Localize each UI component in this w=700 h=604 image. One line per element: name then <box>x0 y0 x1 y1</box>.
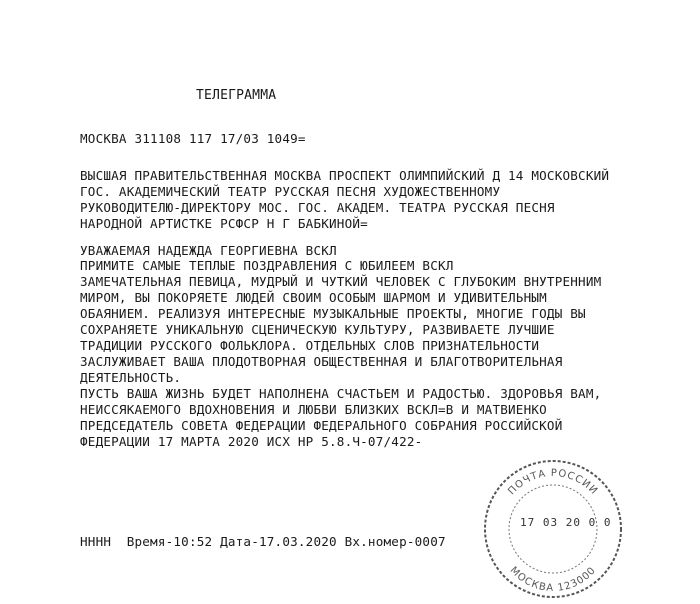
address-line: НАРОДНОЙ АРТИСТКЕ РСФСР Н Г БАБКИНОЙ= <box>80 216 368 231</box>
body-line: ОБАЯНИЕМ. РЕАЛИЗУЯ ИНТЕРЕСНЫЕ МУЗЫКАЛЬНЫЕ ПРОЕКТЫ, МНОГИЕ ГОДЫ ВЫ <box>80 306 586 321</box>
stamp-top-text: ПОЧТА РОССИИ <box>506 467 600 498</box>
stamp-bottom-text: МОСКВА 123000 <box>507 564 599 595</box>
body-line: ЗАМЕЧАТЕЛЬНАЯ ПЕВИЦА, МУДРЫЙ И ЧУТКИЙ ЧЕЛОВЕК С ГЛУБОКИМ ВНУТРЕННИМ <box>80 274 602 289</box>
address-line: ГОС. АКАДЕМИЧЕСКИЙ ТЕАТР РУССКАЯ ПЕСНЯ ХУДОЖЕСТВЕННОМУ <box>80 184 501 199</box>
body-line: ФЕДЕРАЦИИ 17 МАРТА 2020 ИСХ НР 5.8.Ч-07/422- <box>80 434 423 449</box>
stamp-date: 17 03 20 0 0 <box>520 516 612 529</box>
body-line: ТРАДИЦИИ РУССКОГО ФОЛЬКЛОРА. ОТДЕЛЬНЫХ СЛОВ ПРИЗНАТЕЛЬНОСТИ <box>80 338 540 353</box>
body-line: МИРОМ, ВЫ ПОКОРЯЕТЕ ЛЮДЕЙ СВОИМ ОСОБЫМ ШАРМОМ И УДИВИТЕЛЬНЫМ <box>80 290 547 305</box>
footer-line: НННН Время-10:52 Дата-17.03.2020 Вх.номер-0007 <box>80 534 446 549</box>
body-line: СОХРАНЯЕТЕ УНИКАЛЬНУЮ СЦЕНИЧЕСКУЮ КУЛЬТУРУ, РАЗВИВАЕТЕ ЛУЧШИЕ <box>80 322 555 337</box>
telegram-title: ТЕЛЕГРАММА <box>196 88 277 103</box>
body-line: ПУСТЬ ВАША ЖИЗНЬ БУДЕТ НАПОЛНЕНА СЧАСТЬЕМ И РАДОСТЬЮ. ЗДОРОВЬЯ ВАМ, <box>80 386 602 401</box>
body-line: НЕИССЯКАЕМОГО ВДОХНОВЕНИЯ И ЛЮБВИ БЛИЗКИХ ВСКЛ=В И МАТВИЕНКО <box>80 402 547 417</box>
stamp-inner-ring <box>509 485 597 573</box>
address-line: ВЫСШАЯ ПРАВИТЕЛЬСТВЕННАЯ МОСКВА ПРОСПЕКТ ОЛИМПИЙСКИЙ Д 14 МОСКОВСКИЙ <box>80 168 610 183</box>
postmark-stamp <box>478 454 628 604</box>
stamp-outer-ring <box>485 461 621 597</box>
body-line: ДЕЯТЕЛЬНОСТЬ. <box>80 370 182 385</box>
body-line: ПРЕДСЕДАТЕЛЬ СОВЕТА ФЕДЕРАЦИИ ФЕДЕРАЛЬНОГО СОБРАНИЯ РОССИЙСКОЙ <box>80 418 563 433</box>
body-line: ПРИМИТЕ САМЫЕ ТЕПЛЫЕ ПОЗДРАВЛЕНИЯ С ЮБИЛЕЕМ ВСКЛ <box>80 258 454 273</box>
body-line: УВАЖАЕМАЯ НАДЕЖДА ГЕОРГИЕВНА ВСКЛ <box>80 243 337 258</box>
header-line: МОСКВА 311108 117 17/03 1049= <box>80 131 306 146</box>
address-line: РУКОВОДИТЕЛЮ-ДИРЕКТОРУ МОС. ГОС. АКАДЕМ. ТЕАТРА РУССКАЯ ПЕСНЯ <box>80 200 555 215</box>
body-line: ЗАСЛУЖИВАЕТ ВАША ПЛОДОТВОРНАЯ ОБЩЕСТВЕННАЯ И БЛАГОТВОРИТЕЛЬНАЯ <box>80 354 563 369</box>
